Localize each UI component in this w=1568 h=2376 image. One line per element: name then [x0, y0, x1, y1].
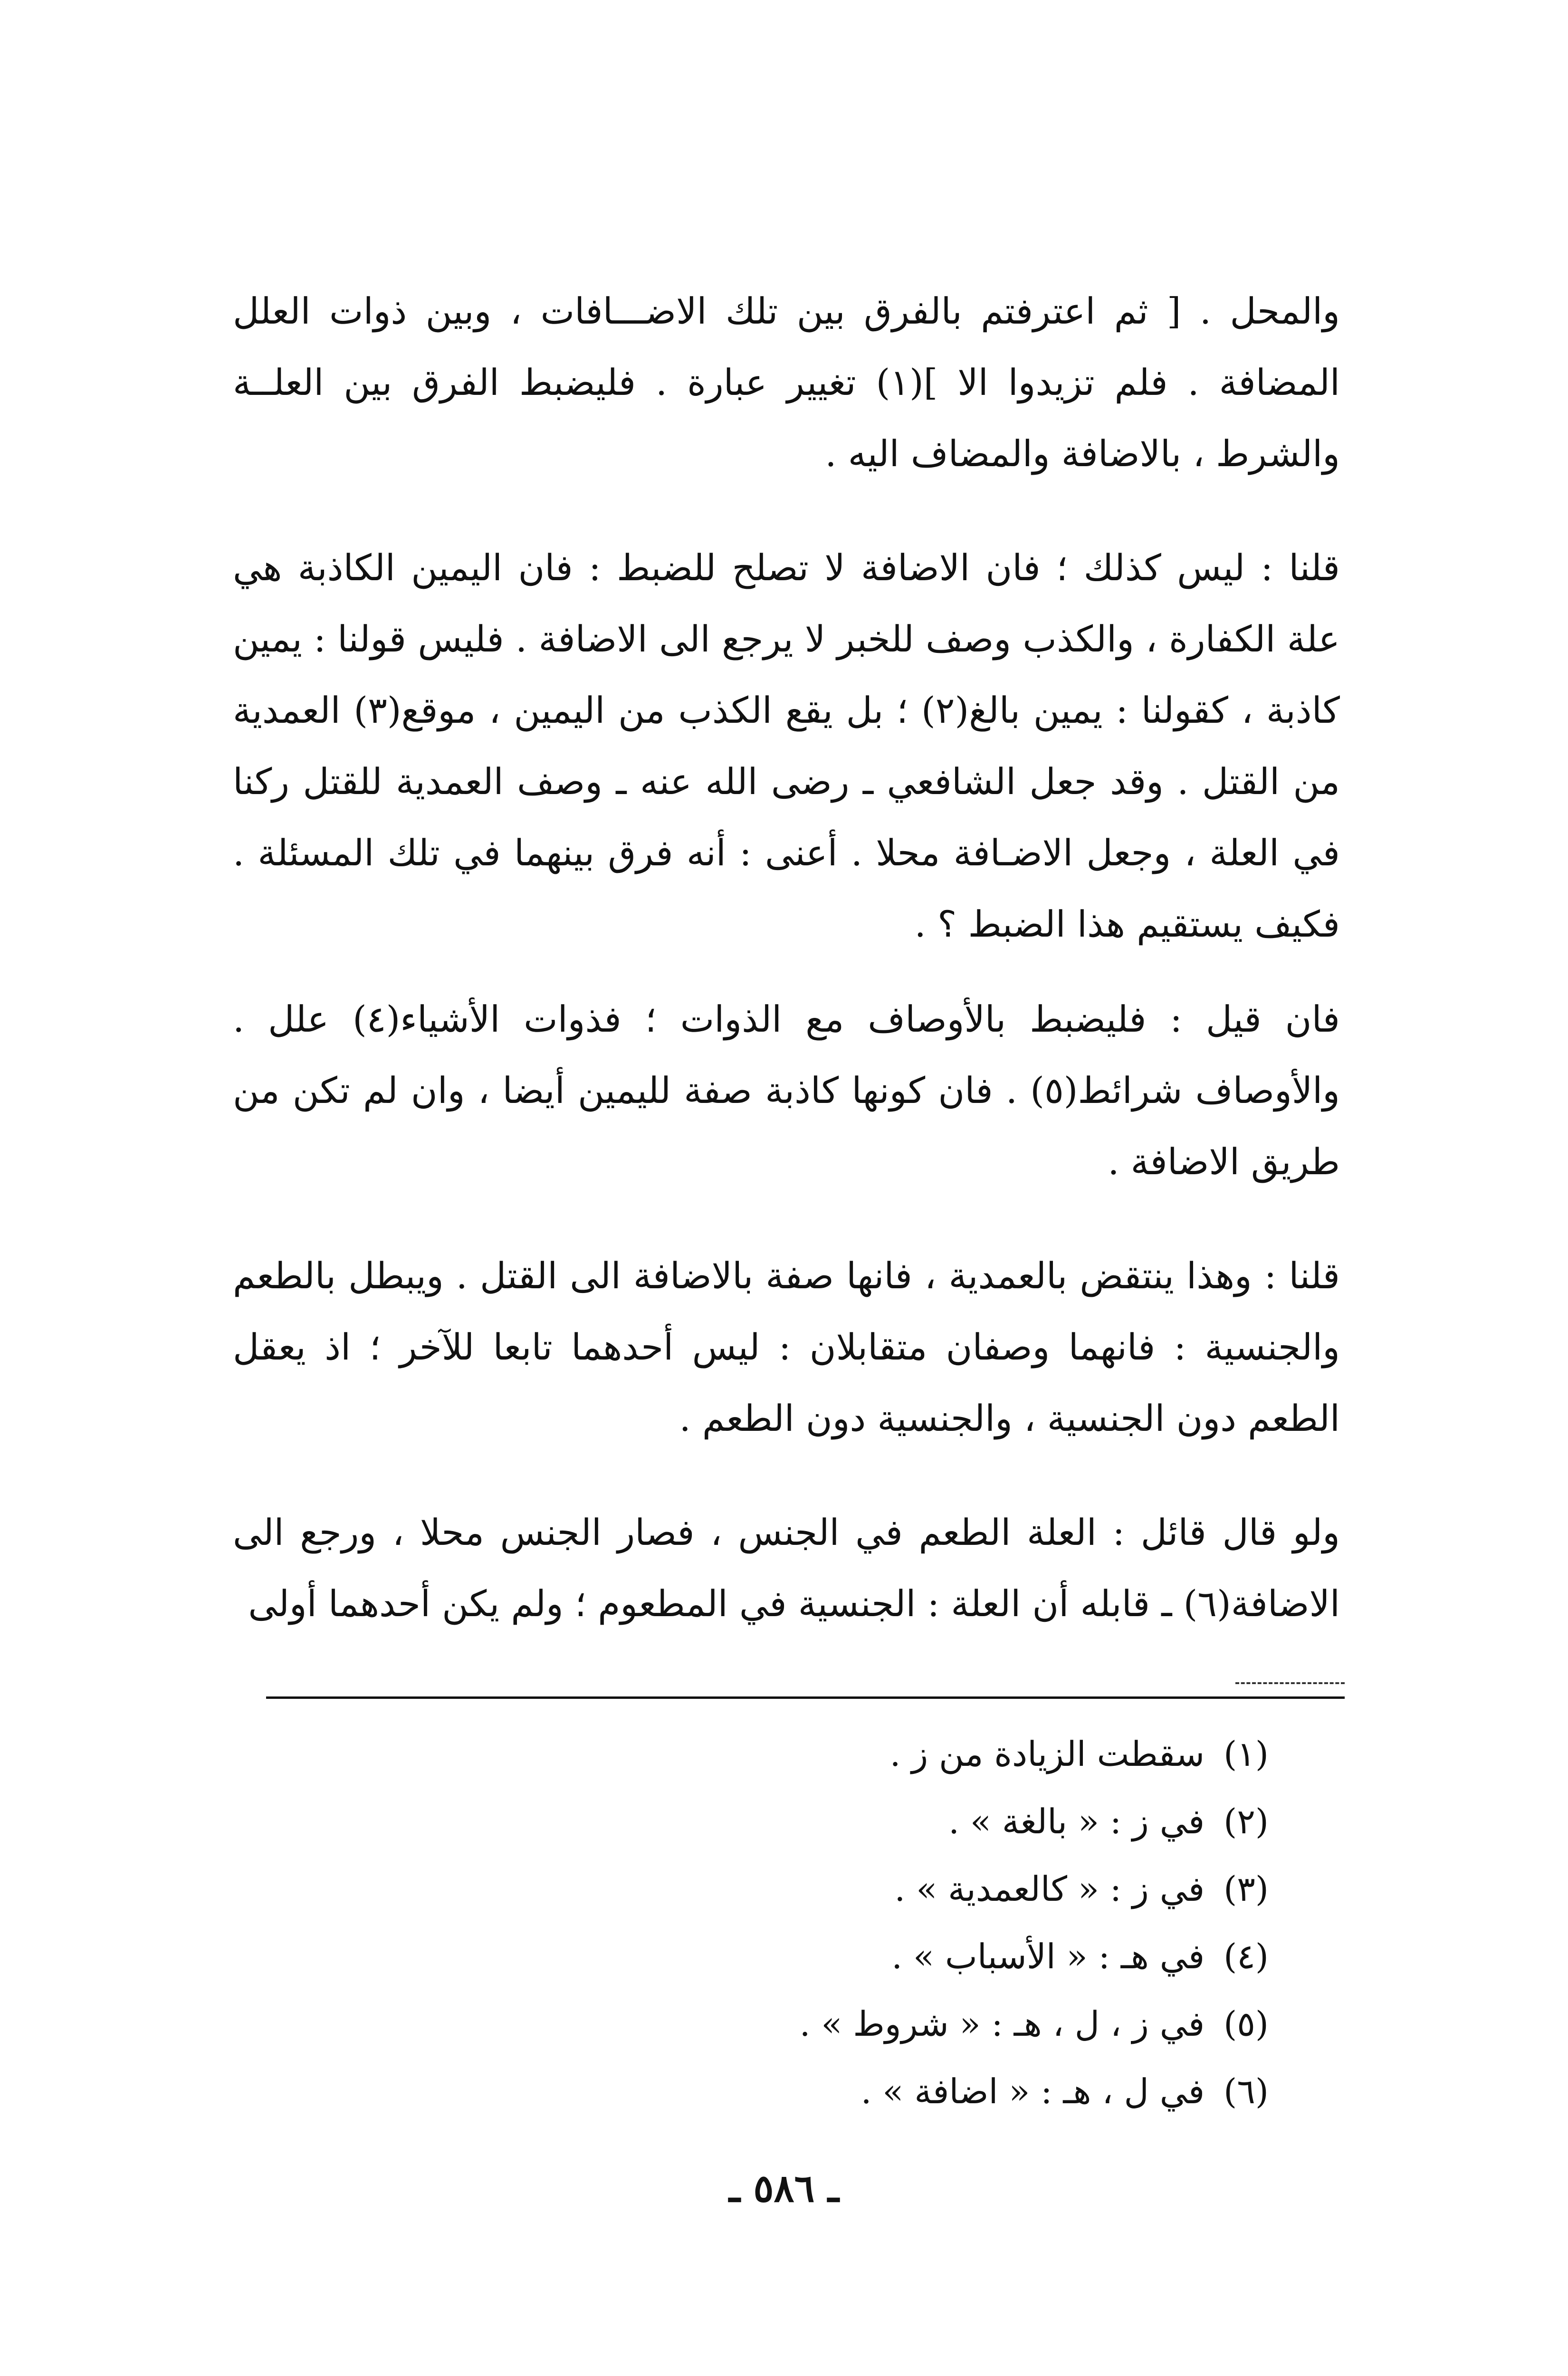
paragraph-text: ولو قال قائل : العلة الطعم في الجنس ، فصار الجنس محلا ، ورجع الى الاضافة(٦) ـ قابله أن العلة : الجنسية في المطعوم ؛ ولم يكن أحدهما أولى	[233, 1511, 1340, 1625]
footnote-text: في ز : « بالغة » .	[948, 1801, 1205, 1841]
paragraph-text: قلنا : وهذا ينتقض بالعمدية ، فانها صفة بالاضافة الى القتل . ويبطل بالطعم والجنسية : فانهما وصفان متقابلان : ليس أحدهما تابعا للآخر ؛ اذ يعقل الطعم دون الجنسية ، والجنسية دون الطعم .	[233, 1255, 1340, 1439]
footnote-number: (٤)	[1224, 1936, 1269, 1976]
footnote-divider-dash	[1235, 1682, 1345, 1684]
footnote-item	[618, 2058, 1269, 2125]
footnote-text: سقطت الزيادة من ز .	[889, 1734, 1205, 1774]
footnote-text: في هـ : « الأسباب » .	[891, 1936, 1205, 1976]
footnote-number: (٥)	[1224, 2004, 1269, 2044]
footnotes-list	[618, 1720, 1269, 2125]
footnote-number: (٢)	[1224, 1801, 1269, 1841]
main-text-paragraph	[233, 984, 1340, 1198]
page-number: ـ ٥٨٦ ـ	[729, 2166, 839, 2211]
main-text-paragraph	[233, 1240, 1340, 1454]
footnote-text: في ز ، ل ، هـ : « شروط » .	[799, 2004, 1205, 2044]
main-text-paragraph	[233, 276, 1340, 489]
main-text-paragraph	[233, 1497, 1340, 1639]
footnote-item	[618, 1720, 1269, 1788]
footnote-text: في ل ، هـ : « اضافة » .	[860, 2071, 1205, 2111]
footnote-item	[618, 1788, 1269, 1855]
footnote-number: (٣)	[1224, 1869, 1269, 1909]
footnote-divider	[266, 1696, 1345, 1699]
paragraph-text: فان قيل : فليضبط بالأوصاف مع الذوات ؛ فذوات الأشياء(٤) علل . والأوصاف شرائط(٥) . فان كونها كاذبة صفة لليمين أيضا ، وان لم تكن من طريق الاضافة .	[233, 998, 1340, 1183]
footnote-number: (٦)	[1224, 2071, 1269, 2111]
footnote-item	[618, 1923, 1269, 1990]
main-text-paragraph	[233, 532, 1340, 960]
footnote-text: في ز : « كالعمدية » .	[894, 1869, 1205, 1909]
footnote-number: (١)	[1224, 1734, 1269, 1774]
paragraph-text: قلنا : ليس كذلك ؛ فان الاضافة لا تصلح للضبط : فان اليمين الكاذبة هي علة الكفارة ، والكذب وصف للخبر لا يرجع الى الاضافة . فليس قولنا : يمين كاذبة ، كقولنا : يمين بالغ(٢) ؛ بل يقع الكذب من اليمين ، موقع(٣) العمدية من القتل . وقد جعل الشافعي ـ رضى الله عنه ـ وصف العمدية للقتل ركنا في العلة ، وجعل الاضـافة محلا . أعنى : أنه فرق بينهما في تلك المسئلة . فكيف يستقيم هذا الضبط ؟ .	[233, 546, 1340, 945]
footnote-item	[618, 1990, 1269, 2058]
paragraph-text: والمحل . [ ثم اعترفتم بالفرق بين تلك الاضـــافات ، وبين ذوات العلل المضافة . فلم تزيدوا الا ](١) تغيير عبارة . فليضبط الفرق بين العلــة والشرط ، بالاضافة والمضاف اليه .	[233, 290, 1340, 475]
footnote-item	[618, 1855, 1269, 1923]
